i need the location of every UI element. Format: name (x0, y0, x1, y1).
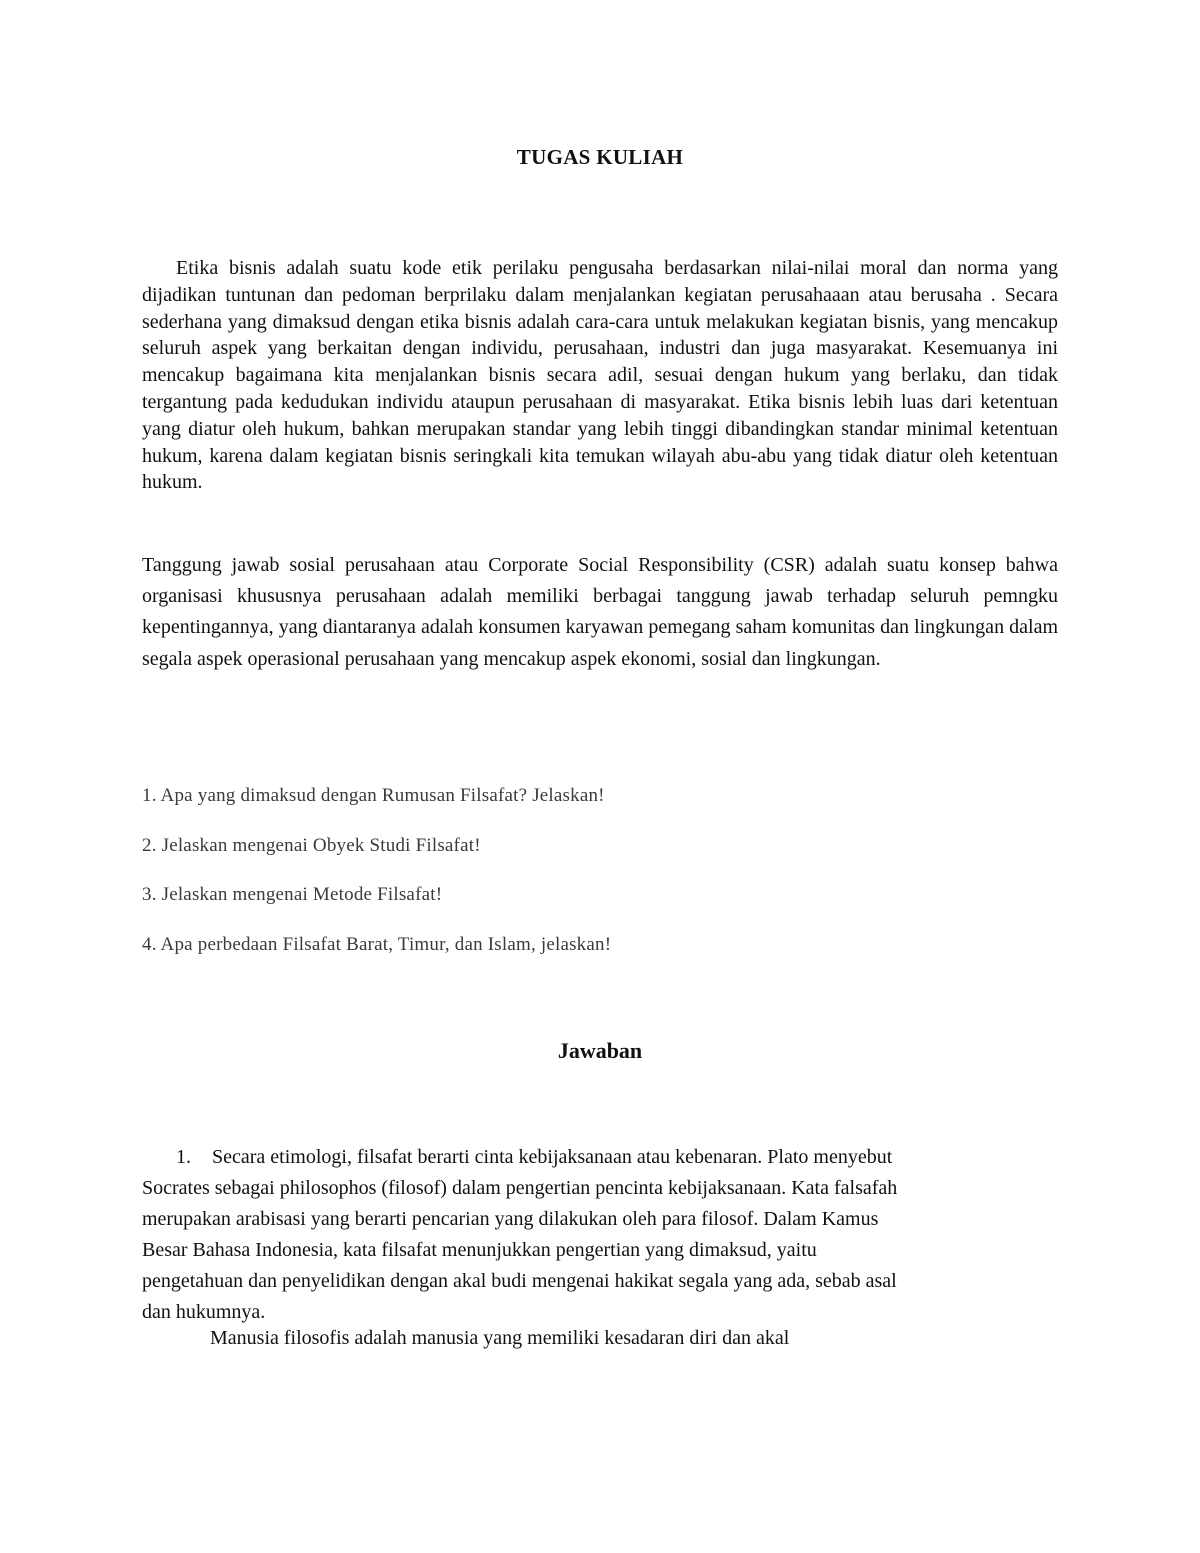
answer-number: 1. (176, 1146, 191, 1168)
question-list (142, 782, 1058, 980)
paragraph-business-ethics: Etika bisnis adalah suatu kode etik perilaku pengusaha berdasarkan nilai-nilai moral dan norma yang dijadikan tuntunan dan pedoman berprilaku dalam menjalankan kegiatan perusahaaan atau berusaha . Secara sederhana yang dimaksud dengan etika bisnis adalah cara-cara untuk melakukan kegiatan bisnis, yang mencakup seluruh aspek yang berkaitan dengan individu, perusahaan, industri dan juga masyarakat. Kesemuanya ini mencakup bagaimana kita menjalankan bisnis secara adil, sesuai dengan hukum yang berlaku, dan tidak tergantung pada kedudukan individu ataupun perusahaan di masyarakat. Etika bisnis lebih luas dari ketentuan yang diatur oleh hukum, bahkan merupakan standar yang lebih tinggi dibandingkan standar minimal ketentuan hukum, karena dalam kegiatan bisnis seringkali kita temukan wilayah abu-abu yang tidak diatur oleh ketentuan hukum. (142, 257, 1058, 494)
answer-1 (142, 1142, 902, 1328)
question-item: 2. Jelaskan mengenai Obyek Studi Filsafat! (142, 834, 481, 856)
question-item: 3. Jelaskan mengenai Metode Filsafat! (142, 884, 443, 905)
question-item: 1. Apa yang dimaksud dengan Rumusan Filsafat? Jelaskan! (142, 785, 605, 806)
page-title: TUGAS KULIAH (516, 145, 684, 169)
question-item: 4. Apa perbedaan Filsafat Barat, Timur, dan Islam, jelaskan! (142, 933, 612, 955)
answer-1-continuation: Manusia filosofis adalah manusia yang memiliki kesadaran diri dan akal (210, 1327, 790, 1349)
answer-1-text: Secara etimologi, filsafat berarti cinta kebijaksanaan atau kebenaran. Plato menyebut Socrates sebagai philosophos (filosof) dalam pengertian pencinta kebijaksanaan. Kata falsafah merupakan arabisasi yang berarti pencarian yang dilakukan oleh para filosof. Dalam Kamus Besar Bahasa Indonesia, kata filsafat menunjukkan pengertian yang dimaksud, yaitu pengetahuan dan penyelidikan dengan akal budi mengenai hakikat segala yang ada, sebab asal dan hukumnya. (142, 1146, 898, 1323)
answer-heading: Jawaban (557, 1038, 643, 1063)
paragraph-csr: Tanggung jawab sosial perusahaan atau Corporate Social Responsibility (CSR) adalah suatu konsep bahwa organisasi khususnya perusahaan adalah memiliki berbagai tanggung jawab terhadap seluruh pemngku kepentingannya, yang diantaranya adalah konsumen karyawan pemegang saham komunitas dan lingkungan dalam segala aspek operasional perusahaan yang mencakup aspek ekonomi, sosial dan lingkungan. (142, 554, 1058, 670)
